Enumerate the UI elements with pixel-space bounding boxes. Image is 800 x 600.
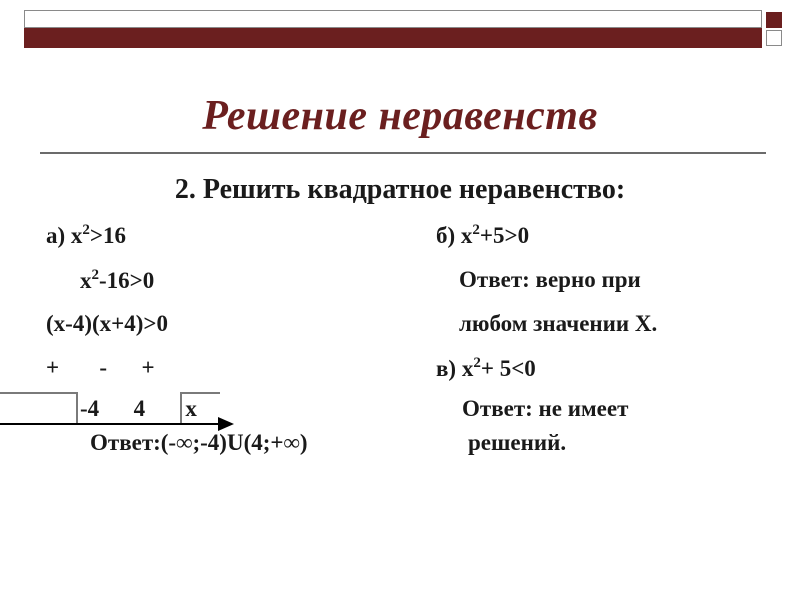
title-divider (40, 152, 766, 154)
number-line-axis (0, 423, 218, 425)
part-v-answer-line-2: решений. (468, 430, 567, 455)
number-line-arrow-icon (218, 417, 234, 431)
part-b-answer-line-2: любом значении Х. (459, 311, 658, 336)
part-v-inequality: в) $х^2+ 5<0$ (436, 355, 536, 381)
number-line-mark-left (76, 392, 78, 423)
header-band-fill (24, 28, 762, 48)
part-a-inequality: а) $х^2>16$ (46, 222, 127, 248)
number-line-interval-right (180, 392, 220, 394)
part-b-answer-line-1: Ответ: верно при (459, 267, 641, 292)
part-a-signs: + - + (46, 355, 155, 380)
part-a-answer: Ответ:(-∞;-4)U(4;+∞) (90, 430, 308, 455)
number-line-interval-left (0, 392, 76, 394)
part-a-step-2: $х^2-16>0$ (80, 267, 155, 293)
part-v-answer-line-1: Ответ: не имеет (462, 396, 629, 421)
header-band-outline (24, 10, 762, 28)
number-line-labels: -4 4 х (80, 396, 197, 421)
slide-subtitle: 2. Решить квадратное неравенство: (174, 174, 626, 205)
part-a-step-3: (х-4)(х+4)>0 (46, 311, 169, 336)
slide-title: Решение неравенств (202, 93, 598, 139)
part-b-inequality: б) $х^2+5>0$ (436, 222, 530, 248)
corner-square-filled (766, 12, 782, 28)
corner-square-outline (766, 30, 782, 46)
